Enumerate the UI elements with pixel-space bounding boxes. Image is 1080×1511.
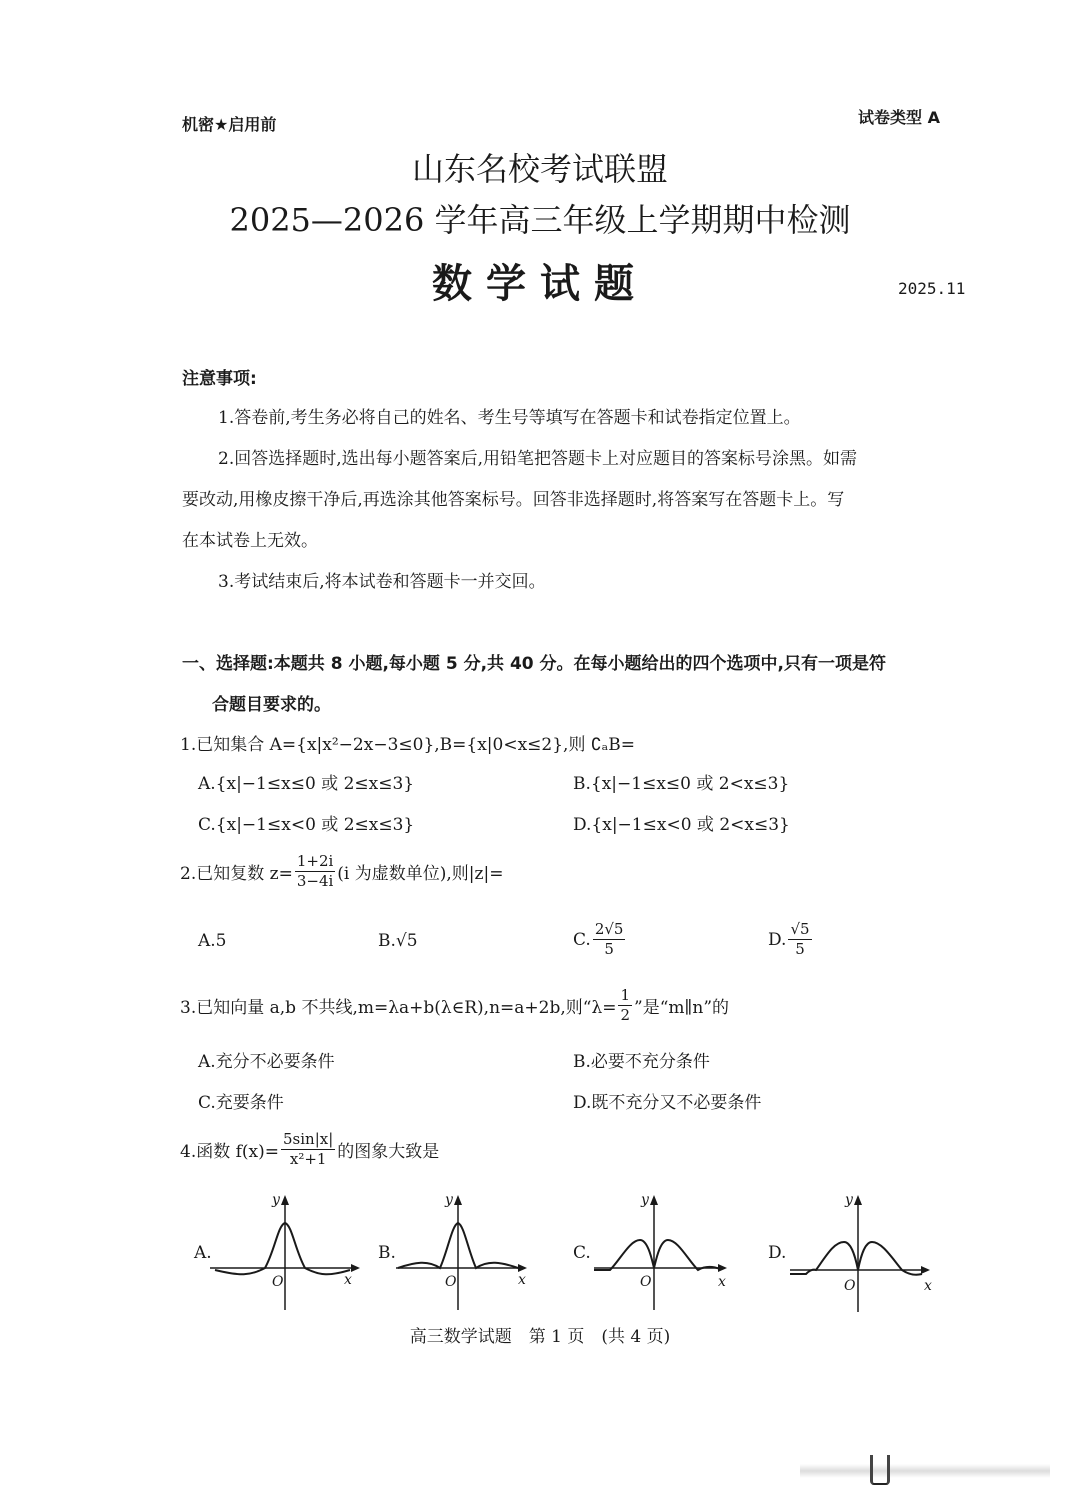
q2-suffix: (i 为虚数单位),则|z|= <box>337 864 504 884</box>
origin-label: O <box>445 1274 457 1290</box>
x-axis-label: x <box>518 1272 526 1288</box>
question-3-stem <box>180 986 729 1025</box>
scan-artifact <box>800 1464 1050 1478</box>
q2-option-c-label: C. <box>573 929 591 950</box>
q2-option-c <box>573 920 627 959</box>
q2-d-denominator: 5 <box>795 940 805 958</box>
graph-c-label: C. <box>573 1243 591 1263</box>
notice-item-1: 1.答卷前,考生务必将自己的姓名、考生号等填写在答题卡和试卷指定位置上。 <box>218 408 801 428</box>
q2-prefix: 2.已知复数 z= <box>180 864 293 884</box>
q1-option-b: B.{x|−1≤x≤0 或 2<x≤3} <box>573 774 790 794</box>
q3-denominator: 2 <box>620 1006 631 1024</box>
q3-suffix: ”是“m∥n”的 <box>634 998 730 1018</box>
q2-option-a: A.5 <box>198 931 227 951</box>
graph-d <box>788 1190 943 1315</box>
q2-d-numerator: √5 <box>790 920 810 938</box>
origin-label: O <box>844 1278 856 1294</box>
q1-option-d: D.{x|−1≤x<0 或 2<x≤3} <box>573 815 790 835</box>
exam-union-title: 山东名校考试联盟 <box>411 150 668 188</box>
question-4-stem <box>180 1130 439 1169</box>
y-axis-label: y <box>641 1192 649 1208</box>
q3-option-b: B.必要不充分条件 <box>573 1052 710 1072</box>
x-axis-label: x <box>924 1278 932 1294</box>
q1-option-a: A.{x|−1≤x≤0 或 2≤x≤3} <box>198 774 415 794</box>
q3-prefix: 3.已知向量 a,b 不共线,m=λa+b(λ∈R),n=a+2b,则“λ= <box>180 998 617 1018</box>
q3-option-c: C.充要条件 <box>198 1093 284 1113</box>
q2-fraction <box>295 852 335 891</box>
notice-heading: 注意事项: <box>182 369 257 389</box>
confidential-label: 机密★启用前 <box>182 115 277 134</box>
origin-label: O <box>272 1274 284 1290</box>
q3-option-d: D.既不充分又不必要条件 <box>573 1093 762 1113</box>
q4-prefix: 4.函数 f(x)= <box>180 1142 280 1162</box>
x-axis-label: x <box>344 1272 352 1288</box>
q2-c-denominator: 5 <box>604 940 614 958</box>
scan-handle-icon <box>870 1455 890 1485</box>
y-axis-label: y <box>445 1192 453 1208</box>
notice-item-3: 3.考试结束后,将本试卷和答题卡一并交回。 <box>218 572 546 592</box>
section-1-heading: 一、选择题:本题共 8 小题,每小题 5 分,共 40 分。在每小题给出的四个选项中,只有一项是符 <box>182 654 886 674</box>
question-1-stem: 1.已知集合 A={x|x²−2x−3≤0},B={x|0<x≤2},则 ∁ₐB= <box>180 735 635 755</box>
x-axis-label: x <box>718 1274 726 1290</box>
q2-c-numerator: 2√5 <box>594 920 624 938</box>
graph-b <box>390 1190 540 1315</box>
q2-numerator: 1+2i <box>296 852 334 870</box>
y-axis-label: y <box>845 1192 853 1208</box>
notice-item-2-line1: 2.回答选择题时,选出每小题答案后,用铅笔把答题卡上对应题目的答案标号涂黑。如需 <box>218 449 858 469</box>
q2-option-b: B.√5 <box>378 931 418 951</box>
q4-suffix: 的图象大致是 <box>337 1142 440 1162</box>
q3-numerator: 1 <box>620 986 631 1004</box>
q2-option-d-label: D. <box>768 929 787 950</box>
q2-denominator: 3−4i <box>296 872 334 890</box>
section-1-heading-cont: 合题目要求的。 <box>212 695 331 715</box>
q4-numerator: 5sin|x| <box>283 1130 334 1148</box>
q2-option-d <box>768 920 814 959</box>
graph-a-label: A. <box>194 1243 212 1263</box>
question-2-stem <box>180 852 503 891</box>
notice-item-2-line3: 在本试卷上无效。 <box>182 531 318 551</box>
paper-type: 试卷类型 A <box>858 108 940 127</box>
graph-a <box>200 1190 370 1315</box>
subject-title: 数学试题 <box>432 261 648 307</box>
graph-c <box>590 1190 740 1315</box>
exam-name-title: 2025—2026 学年高三年级上学期期中检测 <box>229 201 851 239</box>
q4-denominator: x²+1 <box>289 1150 327 1168</box>
y-axis-label: y <box>272 1192 280 1208</box>
exam-date: 2025.11 <box>898 279 966 298</box>
graph-d-label: D. <box>768 1243 787 1263</box>
notice-item-2-line2: 要改动,用橡皮擦干净后,再选涂其他答案标号。回答非选择题时,将答案写在答题卡上。写 <box>182 490 845 510</box>
page-footer: 高三数学试题 第 1 页 (共 4 页) <box>409 1327 671 1347</box>
graph-b-label: B. <box>378 1243 396 1263</box>
origin-label: O <box>640 1274 652 1290</box>
q3-option-a: A.充分不必要条件 <box>198 1052 335 1072</box>
q1-option-c: C.{x|−1≤x<0 或 2≤x≤3} <box>198 815 415 835</box>
